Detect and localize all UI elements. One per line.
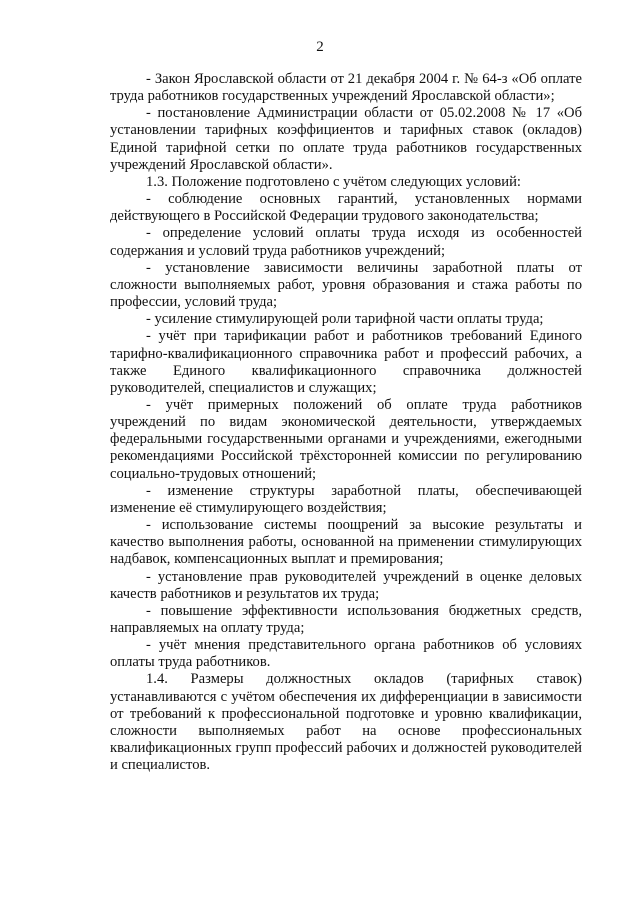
paragraph-model-provisions: - учёт примерных положений об оплате труда работников учреждений по видам экономической деятельности, утверждаемых федеральными государственными органами и учреждениями, ежегодными рекомендациями Российской трёхсторонней комиссии по регулированию социально-трудовых отношений; bbox=[110, 396, 582, 482]
paragraph-salary-structure: - изменение структуры заработной платы, обеспечивающей изменение её стимулирующего воздействия; bbox=[110, 482, 582, 516]
paragraph-salary-dependency: - установление зависимости величины заработной платы от сложности выполняемых работ, уровня образования и стажа работы по профессии, условий труда; bbox=[110, 259, 582, 311]
paragraph-guarantees: - соблюдение основных гарантий, установленных нормами действующего в Российской Федерации трудового законодательства; bbox=[110, 191, 582, 225]
paragraph-section-1-4: 1.4. Размеры должностных окладов (тарифных ставок) устанавливаются с учётом обеспечения их дифференциации в зависимости от требований к профессиональной подготовке и уровню квалификации, сложности выполняемых работ на основе профессиональных квалификационных групп профессий рабочих и должностей руководителей и специалистов. bbox=[110, 671, 582, 774]
paragraph-section-1-3: 1.3. Положение подготовлено с учётом следующих условий: bbox=[146, 173, 521, 190]
paragraph-stimulating-role: - усиление стимулирующей роли тарифной части оплаты труда; bbox=[146, 311, 544, 328]
paragraph-law-yaroslavl-64z: - Закон Ярославской области от 21 декабря 2004 г. № 64-з «Об оплате труда работников государственных учреждений Ярославской области»; bbox=[110, 71, 582, 105]
page-number: 2 bbox=[316, 39, 324, 55]
paragraph-incentive-system: - использование системы поощрений за высокие результаты и качество выполнения работы, основанной на применении стимулирующих надбавок, компенсационных выплат и премирования; bbox=[110, 517, 582, 568]
paragraph-conditions: - определение условий оплаты труда исходя из особенностей содержания и условий труда работников учреждений; bbox=[110, 225, 582, 259]
document-body bbox=[110, 71, 582, 774]
paragraph-manager-rights: - установление прав руководителей учреждений в оценке деловых качеств работников и результатов их труда; bbox=[110, 568, 582, 602]
paragraph-resolution-17: - постановление Администрации области от 05.02.2008 № 17 «Об установлении тарифных коэффициентов и тарифных ставок (окладов) Единой тарифной сетки по оплате труда работников государственных учреждений Ярославской области». bbox=[110, 105, 582, 173]
paragraph-representative-opinion: - учёт мнения представительного органа работников об условиях оплаты труда работников. bbox=[110, 637, 582, 671]
paragraph-budget-efficiency: - повышение эффективности использования бюджетных средств, направляемых на оплату труда; bbox=[110, 602, 582, 636]
paragraph-tariff-qualification: - учёт при тарификации работ и работников требований Единого тарифно-квалификационного справочника работ и профессий рабочих, а также Единого квалификационного справочника должностей руководителей, специалистов и служащих; bbox=[110, 328, 582, 396]
